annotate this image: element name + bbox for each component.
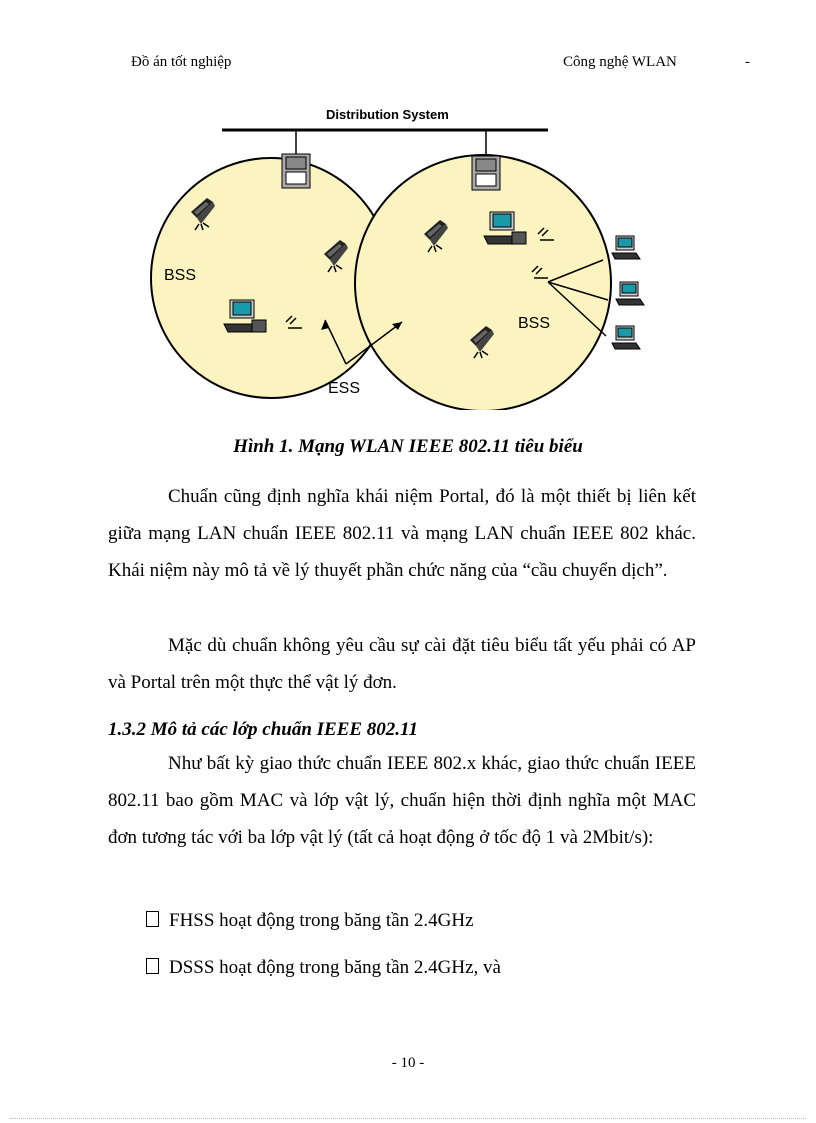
desktop-pc-icon — [612, 236, 640, 259]
header-title-left: Đồ án tốt nghiệp — [131, 54, 232, 70]
figure-caption: Hình 1. Mạng WLAN IEEE 802.11 tiêu biểu — [233, 436, 583, 457]
header-title-right: Công nghệ WLAN — [563, 54, 677, 70]
list-item: FHSS hoạt động trong băng tần 2.4GHz — [146, 910, 474, 932]
distribution-system-label: Distribution System — [326, 107, 449, 122]
access-point-right-icon — [472, 156, 500, 190]
paragraph: Như bất kỳ giao thức chuẩn IEEE 802.x khác, giao thức chuẩn IEEE 802.11 bao gồm MAC và lớp vật lý, chuẩn hiện thời định nghĩa một MAC đơn tương tác với ba lớp vật lý (tất cả hoạt động ở tốc độ 1 và 2Mbit/s): — [108, 753, 696, 848]
paragraph: Mặc dù chuẩn không yêu cầu sự cài đặt tiêu biểu tất yếu phải có AP và Portal trên một thực thể vật lý đơn. — [108, 635, 696, 693]
wlan-network-diagram — [148, 100, 658, 410]
section-heading: 1.3.2 Mô tả các lớp chuẩn IEEE 802.11 — [108, 719, 419, 740]
bss-left-label: BSS — [164, 267, 197, 284]
page-bottom-divider — [10, 1118, 806, 1119]
bss-right-circle — [355, 155, 611, 410]
page-number: - 10 - — [391, 1055, 425, 1071]
list-item: DSSS hoạt động trong băng tần 2.4GHz, và — [146, 957, 501, 979]
desktop-pc-icon — [616, 282, 644, 305]
desktop-pc-icon — [612, 326, 640, 349]
bullet-box-icon — [146, 911, 159, 927]
access-point-left-icon — [282, 154, 310, 188]
bullet-box-icon — [146, 958, 159, 974]
header-dash: - — [745, 54, 750, 70]
paragraph: Chuẩn cũng định nghĩa khái niệm Portal, đó là một thiết bị liên kết giữa mạng LAN chuẩn IEEE 802.11 và mạng LAN chuẩn IEEE 802 khác. Khái niệm này mô tả về lý thuyết phần chức năng của “cầu chuyển dịch”. — [108, 486, 696, 581]
bss-right-label: BSS — [518, 315, 551, 332]
ess-label: ESS — [328, 380, 361, 397]
